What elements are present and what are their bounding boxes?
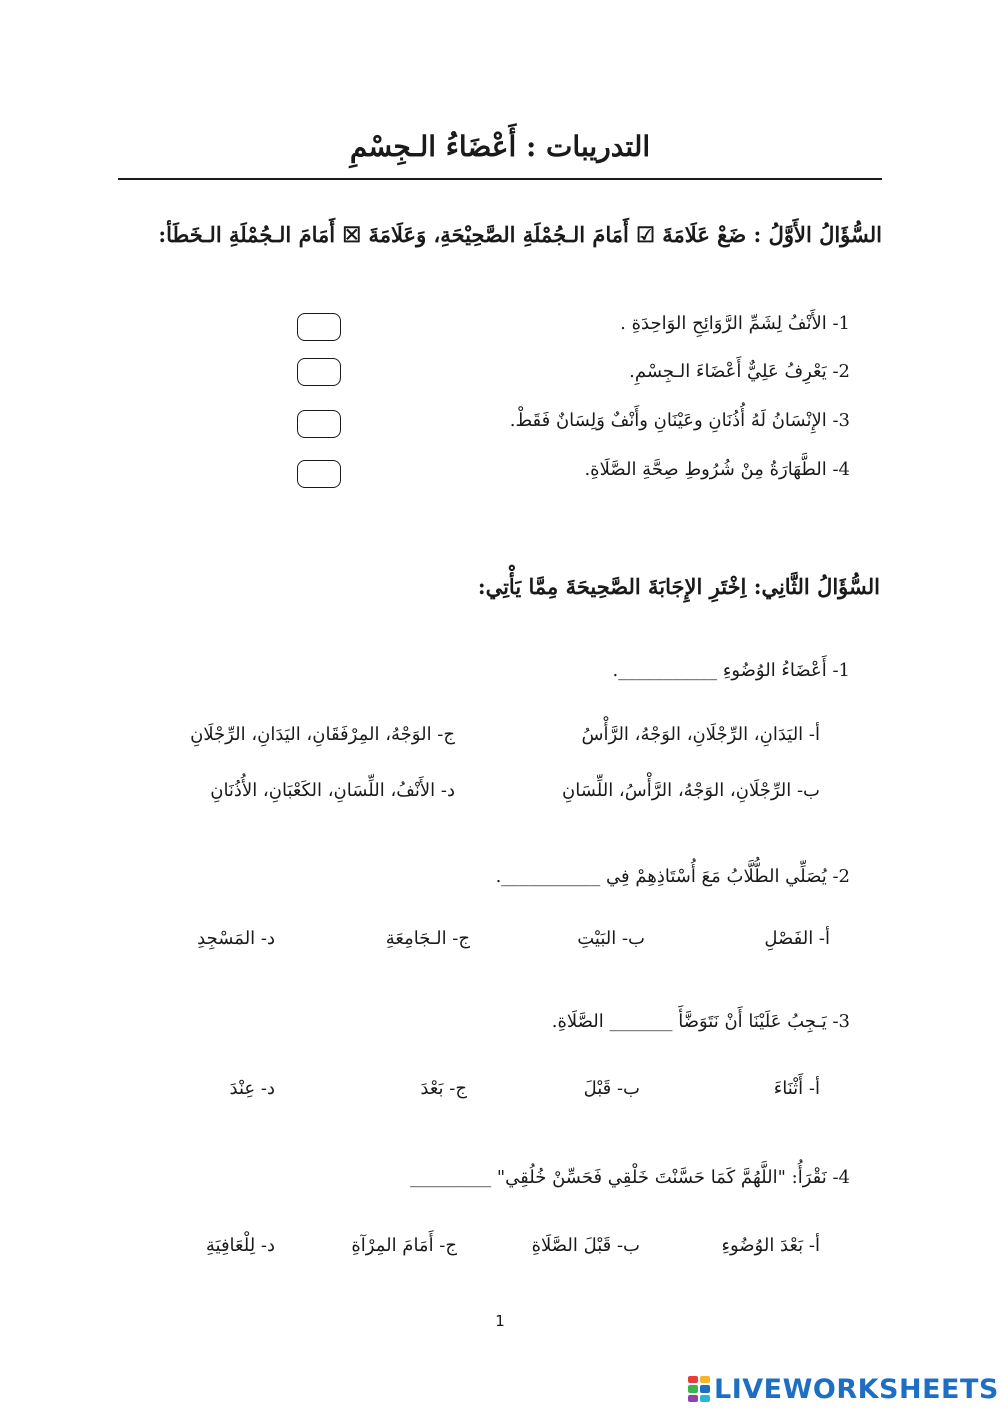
q2-2-option-b[interactable]: ب- البَيْتِ [577, 928, 645, 949]
q2-3-option-b[interactable]: ب- قَبْلَ [583, 1078, 640, 1099]
q2-4-option-b[interactable]: ب- قَبْلَ الصَّلَاةِ [531, 1235, 640, 1256]
q1-answer-box-2[interactable] [297, 358, 341, 386]
q2-3-option-d[interactable]: د- عِنْدَ [229, 1078, 275, 1099]
q2-4-option-d[interactable]: د- لِلْعَافِيَةِ [205, 1235, 275, 1256]
q2-1-text: 1- أَعْضَاءُ الوُضُوءِ ___________. [612, 660, 850, 681]
brand-name: LIVEWORKSHEETS [714, 1373, 999, 1405]
q2-1-option-a[interactable]: أ- اليَدَانِ، الرِّجْلَانِ، الوَجْهُ، الرَّأْسُ [581, 724, 820, 745]
liveworksheets-logo[interactable] [688, 1374, 999, 1404]
page-number: 1 [495, 1312, 505, 1330]
q2-4-option-a[interactable]: أ- بَعْدَ الوُضُوءِ [721, 1235, 820, 1256]
q1-answer-box-1[interactable] [297, 313, 341, 341]
page-title: التدريبات : أَعْضَاءُ الـجِسْمِ [349, 130, 651, 163]
q2-1-option-c[interactable]: ج- الوَجْهُ، المِرْفَقَانِ، اليَدَانِ، الرِّجْلَانِ [190, 724, 455, 745]
q2-2-option-c[interactable]: ج- الـجَامِعَةِ [385, 928, 470, 949]
question-1-heading: السُّؤَالُ الأَوَّلُ : ضَعْ عَلَامَةَ ☑ أَمَامَ الـجُمْلَةِ الصَّحِيْحَةِ، وَعَلَامَةَ ☒ أَمَامَ الـجُمْلَةِ الـخَطَأ: [158, 222, 882, 247]
q1-statement-2: 2- يَعْرِفُ عَلِيٌّ أَعْضَاءَ الـجِسْمِ. [629, 361, 850, 382]
q1-statement-3: 3- الإِنْسَانُ لَهُ أُذُنَانِ وعَيْنَانِ وأَنْفٌ وَلِسَانٌ فَقَطْ. [509, 410, 850, 431]
q2-1-option-b[interactable]: ب- الرِّجْلَانِ، الوَجْهُ، الرَّأْسُ، اللِّسَانِ [561, 780, 820, 801]
q2-4-option-c[interactable]: ج- أَمَامَ المِرْآةِ [351, 1235, 457, 1256]
q2-2-option-d[interactable]: د- المَسْجِدِ [197, 928, 275, 949]
q2-2-text: 2- يُصَلِّي الطُّلَّابُ مَعَ أُسْتَاذِهِمْ فِي ___________. [495, 866, 850, 887]
question-2-heading: السُّؤَالُ الثَّانِي: اِخْتَرِ الإِجَابَةَ الصَّحِيحَةَ مِمَّا يَأْتِي: [477, 574, 880, 599]
q1-statement-1: 1- الأَنْفُ لِشَمِّ الرَّوَائِحِ الوَاحِدَةِ . [620, 313, 850, 334]
q2-2-option-a[interactable]: أ- الفَصْلِ [764, 928, 830, 949]
q1-answer-box-3[interactable] [297, 410, 341, 438]
q2-1-option-d[interactable]: د- الأَنْفُ، اللِّسَانِ، الكَعْبَانِ، الأُذُنَانِ [210, 780, 455, 801]
q2-4-text: 4- نَقْرَأُ: "اللَّهُمَّ كَمَا حَسَّنْتَ خَلْقِي فَحَسِّنْ خُلُقِي" _________ [410, 1167, 850, 1188]
q1-statement-4: 4- الطَّهَارَةُ مِنْ شُرُوطِ صِحَّةِ الصَّلَاةِ. [584, 459, 850, 480]
logo-grid-icon [688, 1376, 710, 1402]
q2-3-text: 3- يَـجِبُ عَلَيْنَا أَنْ نَتَوَضَّأَ _______ الصَّلَاةِ. [551, 1011, 850, 1032]
q2-3-option-c[interactable]: ج- بَعْدَ [420, 1078, 467, 1099]
title-divider [118, 178, 882, 180]
q1-answer-box-4[interactable] [297, 460, 341, 488]
q2-3-option-a[interactable]: أ- أَثْنَاءَ [773, 1078, 820, 1099]
